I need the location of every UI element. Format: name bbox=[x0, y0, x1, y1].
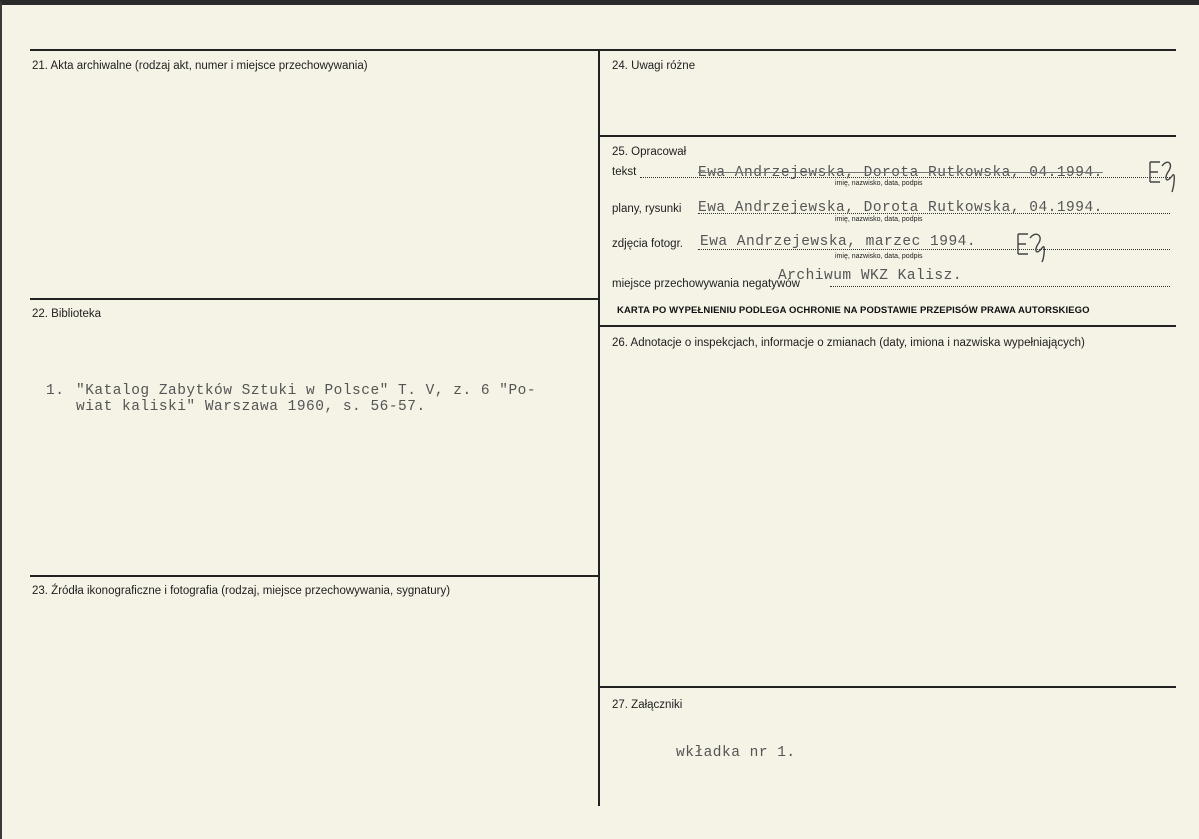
rule-21-22 bbox=[30, 298, 599, 300]
center-divider bbox=[598, 49, 600, 806]
zdjecia-value: Ewa Andrzejewska, marzec 1994. bbox=[700, 234, 977, 250]
signature-1 bbox=[1146, 154, 1180, 194]
section-25-label: 25. Opracował bbox=[612, 146, 687, 158]
zdjecia-hint: imię, nazwisko, data, podpis bbox=[835, 253, 923, 260]
section-26-label: 26. Adnotacje o inspekcjach, informacje o zmianach (daty, imiona i nazwiska wypełniających) bbox=[612, 337, 1085, 349]
negatywy-label: miejsce przechowywania negatywów bbox=[612, 278, 800, 290]
rule-26-27 bbox=[599, 686, 1176, 688]
section-21-label: 21. Akta archiwalne (rodzaj akt, numer i miejsce przechowywania) bbox=[32, 60, 368, 72]
top-rule bbox=[30, 49, 1176, 51]
tekst-value: Ewa Andrzejewska, Dorota Rutkowska, 04.1994. bbox=[698, 165, 1103, 181]
rule-24-25 bbox=[599, 135, 1176, 137]
tekst-label: tekst bbox=[612, 166, 637, 178]
negatywy-dotted-line bbox=[830, 286, 1170, 287]
attachments-value: wkładka nr 1. bbox=[676, 745, 796, 761]
negatywy-value: Archiwum WKZ Kalisz. bbox=[778, 268, 963, 284]
signature-2 bbox=[1012, 228, 1050, 264]
plany-label: plany, rysunki bbox=[612, 203, 682, 215]
section-24-label: 24. Uwagi różne bbox=[612, 60, 696, 72]
bibliography-entry-number: 1. bbox=[46, 383, 65, 399]
section-23-label: 23. Źródła ikonograficzne i fotografia (rodzaj, miejsce przechowywania, sygnatury) bbox=[32, 585, 451, 597]
plany-hint: imię, nazwisko, data, podpis bbox=[835, 216, 923, 223]
rule-22-23 bbox=[30, 575, 599, 577]
copyright-notice: KARTA PO WYPEŁNIENIU PODLEGA OCHRONIE NA PODSTAWIE PRZEPISÓW PRAWA AUTORSKIEGO bbox=[617, 305, 1090, 316]
zdjecia-label: zdjęcia fotogr. bbox=[612, 238, 683, 250]
bibliography-entry-line2: wiat kaliski" Warszawa 1960, s. 56-57. bbox=[76, 399, 426, 415]
plany-value: Ewa Andrzejewska, Dorota Rutkowska, 04.1994. bbox=[698, 200, 1103, 216]
section-22-label: 22. Biblioteka bbox=[32, 308, 102, 320]
rule-25-26 bbox=[599, 325, 1176, 327]
section-27-label: 27. Załączniki bbox=[612, 699, 683, 711]
tekst-hint: imię, nazwisko, data, podpis bbox=[835, 180, 923, 187]
bibliography-entry-line1: "Katalog Zabytków Sztuki w Polsce" T. V, z. 6 "Po- bbox=[76, 383, 537, 399]
